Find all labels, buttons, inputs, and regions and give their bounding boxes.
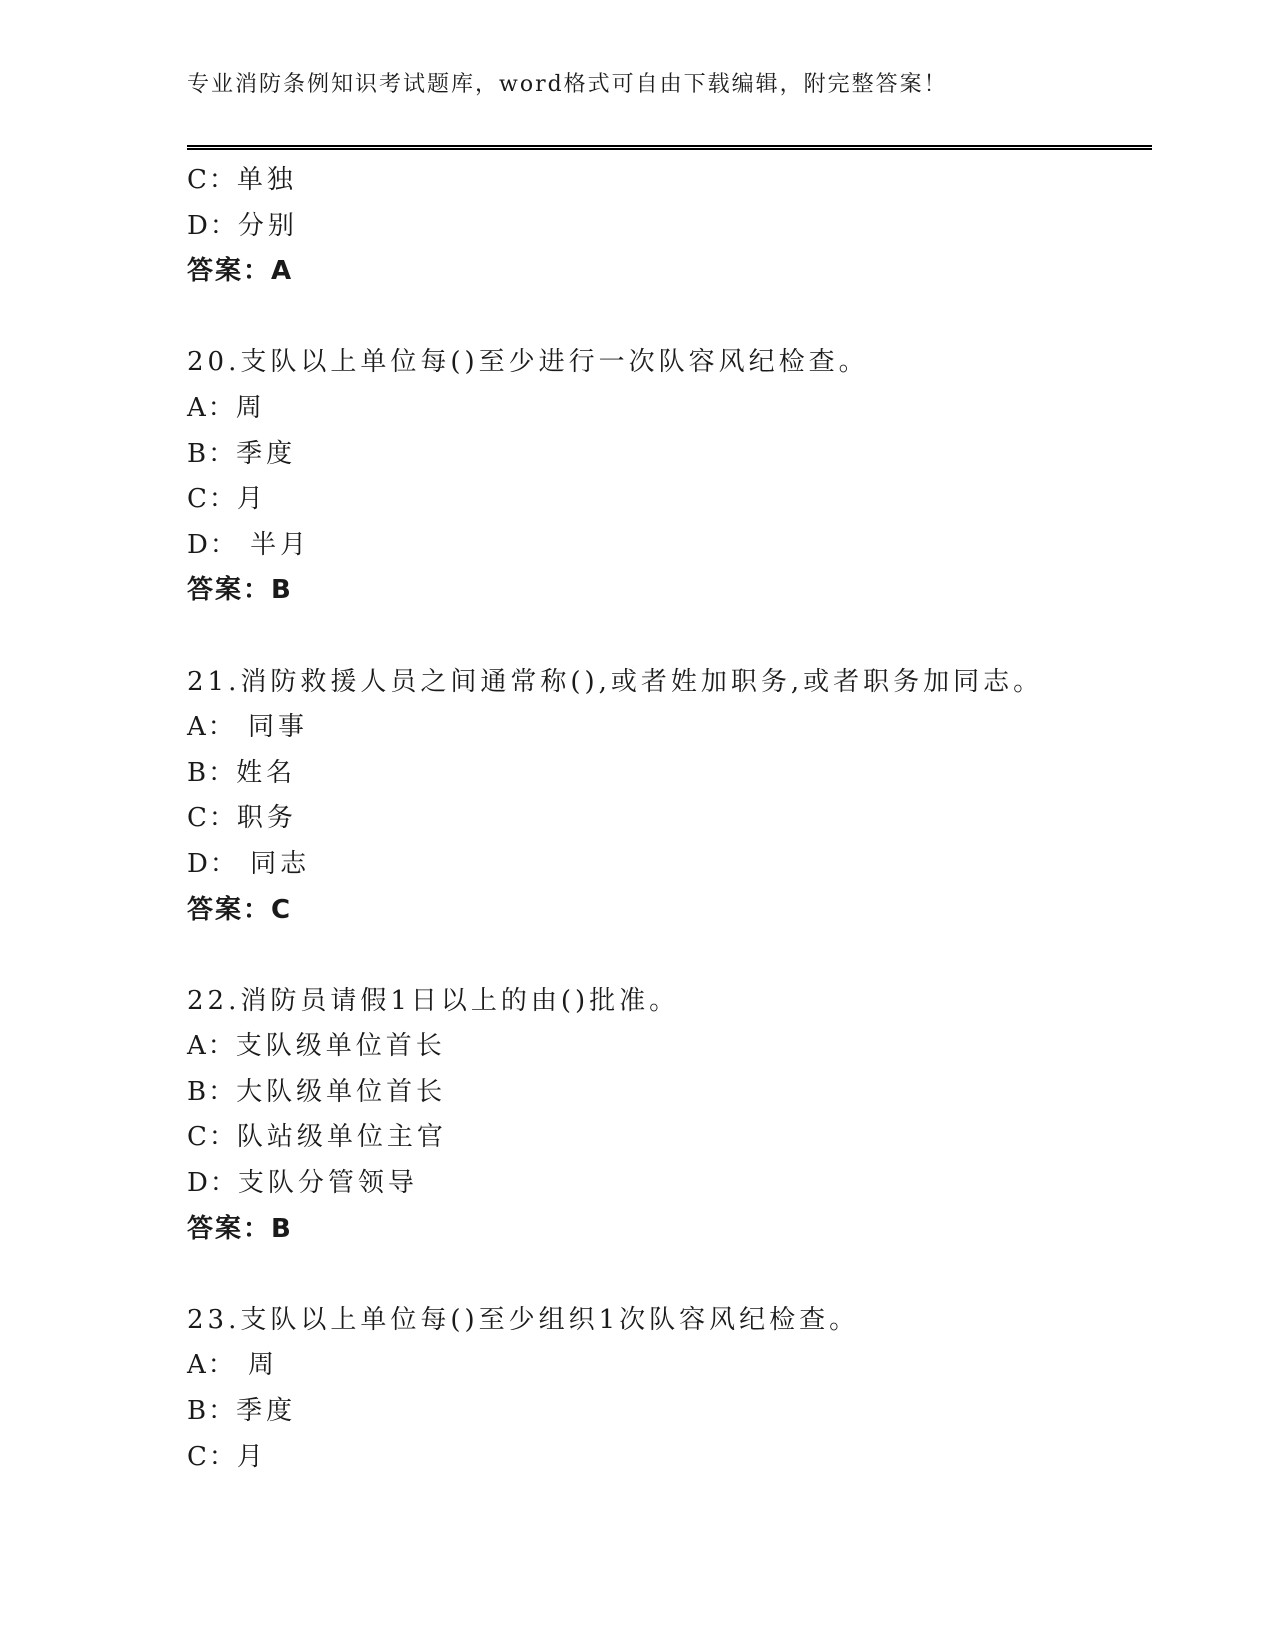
option-a	[187, 1343, 1152, 1389]
option-label: D：	[187, 529, 238, 560]
option-d	[187, 204, 1152, 250]
question-stem: 20.支队以上单位每()至少进行一次队容风纪检查。	[187, 347, 869, 378]
option-text: 队站级单位主官	[236, 1122, 447, 1153]
option-b	[187, 1070, 1152, 1116]
option-label: A：	[187, 1031, 236, 1062]
option-label: A：	[187, 712, 236, 743]
option-label: A：	[187, 392, 236, 423]
option-label: C：	[187, 803, 237, 834]
option-a	[187, 705, 1152, 751]
option-label: C：	[187, 1122, 237, 1153]
option-text: 季度	[236, 438, 297, 469]
question-22	[187, 979, 1152, 1253]
option-text: 月	[236, 484, 267, 515]
option-text: 支队分管领导	[237, 1168, 418, 1199]
option-b	[187, 1389, 1152, 1435]
spacer	[187, 1252, 1152, 1298]
option-text: 分别	[237, 210, 298, 241]
answer-line: 答案：B	[187, 1213, 293, 1244]
page-header: 专业消防条例知识考试题库，word格式可自由下载编辑，附完整答案！	[187, 72, 948, 97]
option-label: D：	[187, 210, 238, 241]
question-list	[187, 158, 1152, 1480]
option-text: 周	[235, 392, 266, 423]
question-stem: 22.消防员请假1日以上的由()批准。	[187, 985, 680, 1016]
option-c	[187, 1115, 1152, 1161]
question-20	[187, 340, 1152, 614]
option-text: 单独	[236, 165, 297, 195]
option-c	[187, 158, 1152, 204]
spacer	[187, 614, 1152, 660]
option-label: D：	[187, 1168, 238, 1199]
option-b	[187, 751, 1152, 797]
option-text: 半月	[237, 529, 311, 560]
option-c	[187, 796, 1152, 842]
option-d	[187, 842, 1152, 888]
option-a	[187, 386, 1152, 432]
spacer	[187, 295, 1152, 341]
spacer	[187, 933, 1152, 979]
option-a	[187, 1024, 1152, 1070]
option-text: 职务	[236, 803, 297, 834]
option-d	[187, 1161, 1152, 1207]
option-b	[187, 432, 1152, 478]
option-c	[187, 477, 1152, 523]
option-text: 月	[236, 1441, 267, 1472]
option-d	[187, 523, 1152, 569]
option-c	[187, 1435, 1152, 1481]
option-text: 大队级单位首长	[236, 1076, 447, 1107]
answer-line: 答案：C	[187, 894, 293, 925]
option-label: C：	[187, 165, 237, 195]
option-text: 季度	[236, 1396, 297, 1427]
option-label: B：	[187, 438, 237, 469]
question-19-continuation	[187, 158, 1152, 295]
option-label: B：	[187, 757, 237, 788]
answer-line: 答案：B	[187, 575, 293, 606]
option-label: B：	[187, 1396, 237, 1427]
option-label: B：	[187, 1076, 237, 1107]
answer-line: 答案：A	[187, 256, 294, 287]
question-stem: 21.消防救援人员之间通常称(),或者姓加职务,或者职务加同志。	[187, 666, 1044, 697]
question-21	[187, 660, 1152, 934]
option-text: 周	[235, 1350, 279, 1381]
question-23	[187, 1298, 1152, 1480]
header-double-rule	[187, 145, 1152, 150]
option-label: D：	[187, 848, 238, 879]
option-label: C：	[187, 484, 237, 515]
option-text: 同志	[237, 848, 311, 879]
option-text: 同事	[235, 712, 309, 743]
question-stem: 23.支队以上单位每()至少组织1次队容风纪检查。	[187, 1304, 860, 1335]
option-label: C：	[187, 1441, 237, 1472]
option-text: 支队级单位首长	[235, 1031, 446, 1062]
option-label: A：	[187, 1350, 236, 1381]
option-text: 姓名	[236, 757, 297, 788]
